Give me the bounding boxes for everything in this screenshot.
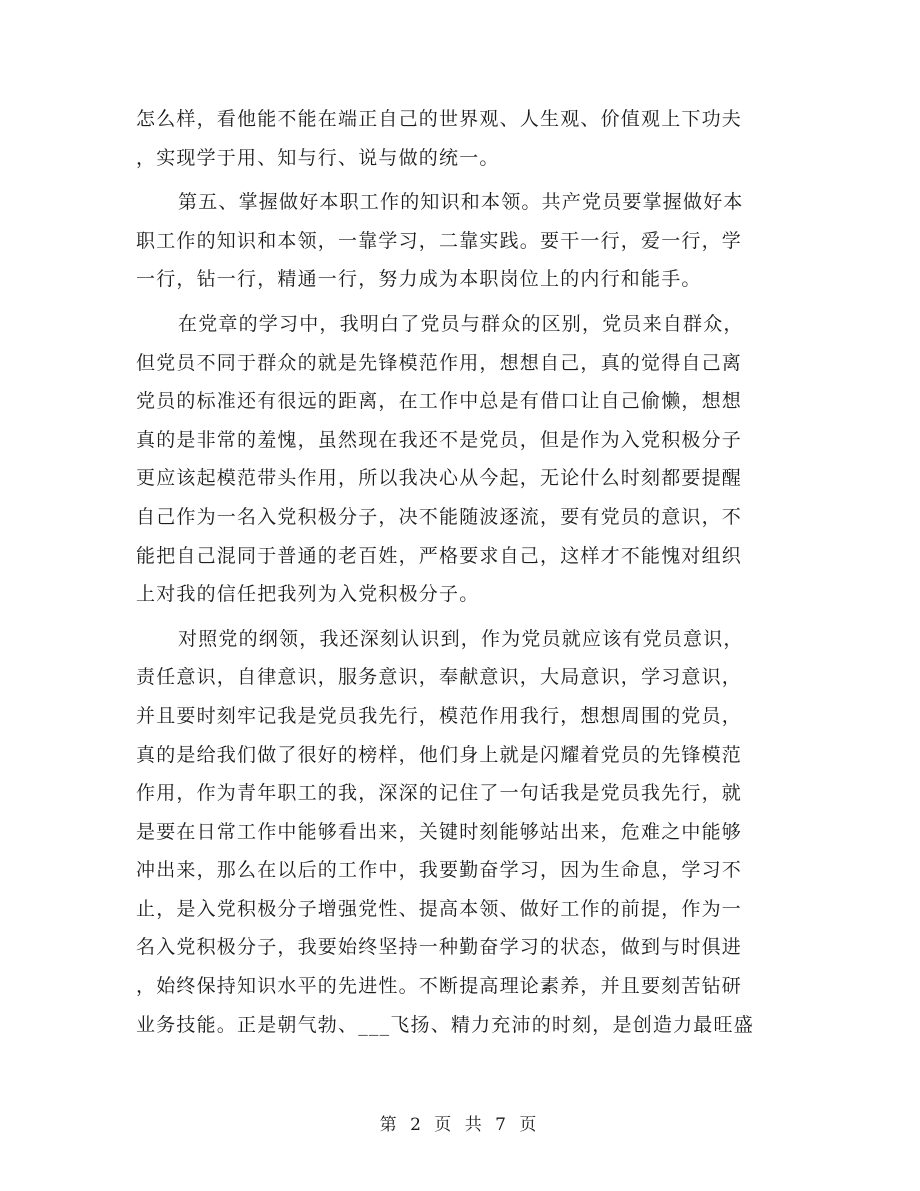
text-line: 名入党积极分子，我要始终坚持一种勤奋学习的状态，做到与时俱进	[136, 936, 743, 959]
text-line: 作用，作为青年职工的我，深深的记住了一句话我是党员我先行，就	[136, 782, 743, 805]
page-footer: 第 2 页 共 7 页	[379, 1115, 541, 1135]
paragraph	[136, 183, 786, 299]
text-line: ，始终保持知识水平的先进性。不断提高理论素养，并且要刻苦钻研	[136, 975, 743, 998]
text-line: 止，是入党积极分子增强党性、提高本领、做好工作的前提，作为一	[136, 897, 743, 920]
text-line: 一行，钻一行，精通一行，努力成为本职岗位上的内行和能手。	[136, 268, 702, 291]
text-line: 是要在日常工作中能够看出来，关键时刻能够站出来，危难之中能够	[136, 820, 743, 843]
paragraph	[136, 305, 786, 614]
paragraph	[136, 100, 786, 177]
text-line: 更应该起模范带头作用，所以我决心从今起，无论什么时刻都要提醒	[136, 467, 743, 490]
text-line: 并且要时刻牢记我是党员我先行，模范作用我行，想想周围的党员，	[136, 704, 743, 727]
text-line: 职工作的知识和本领，一靠学习，二靠实践。要干一行，爱一行，学	[136, 229, 743, 252]
text-line: 能把自己混同于普通的老百姓，严格要求自己，这样才不能愧对组织	[136, 544, 743, 567]
text-line: 自己作为一名入党积极分子，决不能随波逐流，要有党员的意识，不	[136, 505, 743, 528]
text-line: 党员的标准还有很远的距离，在工作中总是有借口让自己偷懒，想想	[136, 390, 743, 413]
text-line: 对照党的纲领，我还深刻认识到，作为党员就应该有党员意识，	[178, 627, 744, 650]
text-line: 第五、掌握做好本职工作的知识和本领。共产党员要掌握做好本	[178, 191, 744, 214]
text-line: 在党章的学习中，我明白了党员与群众的区别，党员来自群众，	[178, 312, 744, 335]
text-line: 怎么样，看他能不能在端正自己的世界观、人生观、价值观上下功夫	[136, 108, 743, 130]
text-line: 真的是非常的羞愧，虽然现在我还不是党员，但是作为入党积极分子	[136, 428, 743, 451]
text-line: 业务技能。正是朝气勃、___飞扬、精力充沛的时刻，是创造力最旺盛	[136, 1013, 754, 1036]
text-line: ，实现学于用、知与行、说与做的统一。	[136, 146, 500, 169]
text-line: 但党员不同于群众的就是先锋模范作用，想想自己，真的觉得自己离	[136, 351, 743, 374]
document-body	[136, 100, 786, 1050]
text-line: 冲出来，那么在以后的工作中，我要勤奋学习，因为生命息，学习不	[136, 859, 743, 882]
text-line: 责任意识，自律意识，服务意识，奉献意识，大局意识，学习意识，	[136, 666, 743, 689]
text-line: 上对我的信任把我列为入党积极分子。	[136, 583, 480, 606]
text-line: 真的是给我们做了很好的榜样，他们身上就是闪耀着党员的先锋模范	[136, 743, 743, 766]
paragraph	[136, 620, 786, 1045]
